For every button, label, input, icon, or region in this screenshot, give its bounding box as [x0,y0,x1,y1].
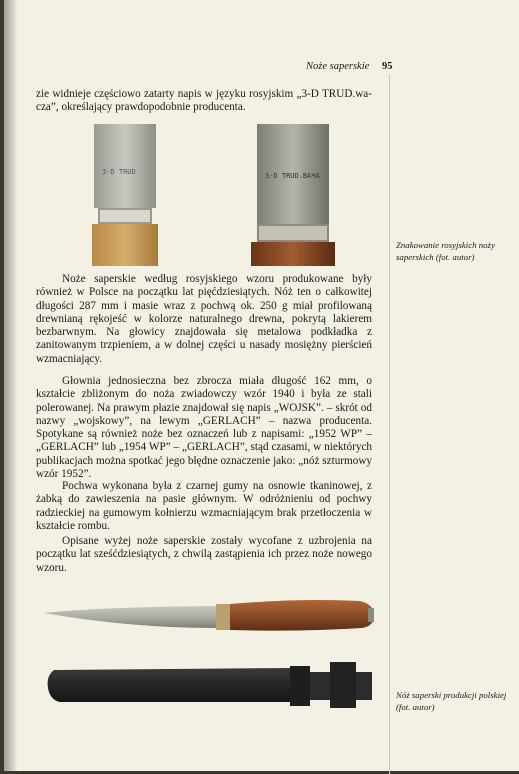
blade-marking-text-1: 3-D TRUD [102,168,136,176]
paragraph-continued: zie widnieje częściowo zatarty napis w języku rosyjskim „3-D TRUD.wa-cza”, określający prawdopodobnie producenta. [36,88,372,114]
sheath-strap [330,662,356,708]
paragraph-polish-knife: Noże saperskie według rosyjskiego wzoru produkowane były również w Polsce na początku lat pięćdziesiątych. Nóż ten o całkowitej długości 287 mm i masie wraz z pochwą ok. 250 g miał profilowaną drewnianą rękojeść w kolorze naturalnego drewna, pokrytą lakierem bezbarwnym. Na głowicy znajdowała się metalowa podkładka z zanitowanym trzpieniem, a w dolnej części u nasady mosiężny pierścień wzmacniający. [36,273,372,365]
knife-ferrule [216,604,230,630]
photo-blade-marking-right [251,124,335,266]
paragraph-withdrawal: Opisane wyżej noże saperskie zostały wycofane z uzbrojenia na początku lat sześćdziesiątych, z chwilą zastąpienia ich przez noże nowego wzoru. [36,535,372,574]
knife-pommel [368,608,374,622]
photo-knife-and-sheath [40,592,380,722]
caption-bottom: Nóż saperski produkcji polskiej (fot. autor) [396,690,507,712]
photo-blade-marking-left [90,124,160,266]
paragraph-sheath: Pochwa wykonana była z czarnej gumy na osnowie tkaninowej, z żabką do zawieszenia na pasie głównym. W odróżnieniu od pochwy radzieckiej na gumowym kołnierzu wzmacniającym brak przetłoczenia w kształcie rombu. [36,480,372,532]
column-rule [389,74,390,774]
knife-handle [230,600,374,631]
running-header: Noże saperskie [306,61,370,72]
page-number: 95 [382,61,393,72]
paragraph-blade: Głownia jednosieczna bez zbrocza miała długość 162 mm, o kształcie zbliżonym do noża zwiadowczy wzór 1940 i była ze stali polerowanej. Na prawym płazie znajdował się napis „WOJSK”. – skrót od nazwy „wojskowy”, na lewym „GERLACH” – nazwa producenta. Spotykane są również noże bez oznaczeń lub z napisami: „1952 WP” – „GERLACH” lub „1954 WP” – „GERLACH”, stąd czasami, w niektórych publikacjach można spotkać jego błędne oznaczenie jako: „nóż szturmowy wzór 1952”. [36,375,372,481]
sheath-body [48,668,290,702]
page-gutter-shadow [4,0,18,771]
blade-marking-text-2: 3-D TRUD.ВАЧА [265,172,320,180]
sheath-collar [290,666,310,706]
book-page [4,0,519,771]
caption-top: Znakowanie rosyjskich noży saperskich (fot. autor) [396,240,495,262]
knife-blade [44,606,216,628]
